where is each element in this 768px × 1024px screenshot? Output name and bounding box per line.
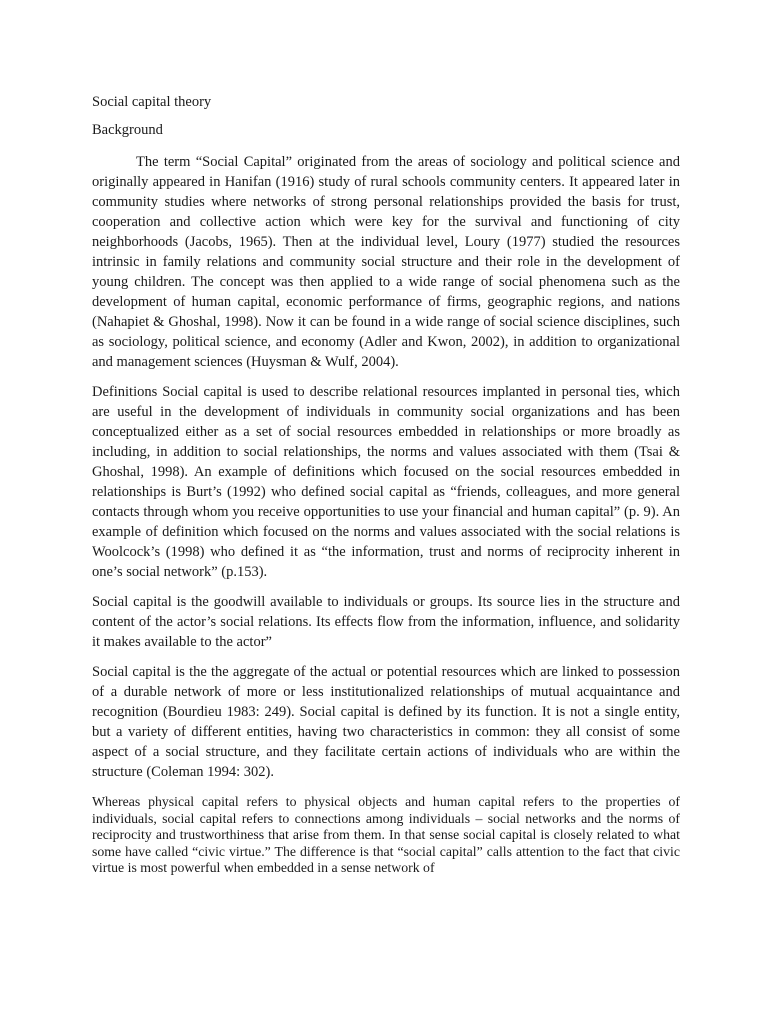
document-page — [92, 92, 680, 887]
paragraph-definitions: Definitions Social capital is used to describe relational resources implanted in personal ties, which are useful in the development of individuals in community social organizations and has been conceptualized either as a set of social resources embedded in relationships or more broadly as including, in addition to social relationships, the norms and values associated with them (Tsai & Ghoshal, 1998). An example of definitions which focused on the social resources embedded in relationships is Burt’s (1992) who defined social capital as “friends, colleagues, and more general contacts through whom you receive opportunities to use your financial and human capital” (p. 9). An example of definition which focused on the norms and values associated with the social relations is Woolcock’s (1998) who defined it as “the information, trust and norms of reciprocity inherent in one’s social network” (p.153). — [92, 384, 680, 580]
paragraph-goodwill: Social capital is the goodwill available to individuals or groups. Its source lies in the structure and content of the actor’s social relations. Its effects flow from the information, influence, and solidarity it makes available to the actor” — [92, 594, 680, 650]
section-heading: Background — [92, 122, 163, 138]
document-title: Social capital theory — [92, 94, 212, 110]
paragraph-background: The term “Social Capital” originated from the areas of sociology and political science and originally appeared in Hanifan (1916) study of rural schools community centers. It appeared later in community studies where networks of strong personal relationships provided the basis for trust, cooperation and collective action which were key for the survival and functioning of city neighborhoods (Jacobs, 1965). Then at the individual level, Loury (1977) studied the resources intrinsic in family relations and community social structure and their role in the development of young children. The concept was then applied to a wide range of social phenomena such as the development of human capital, economic performance of firms, geographic regions, and nations (Nahapiet & Ghoshal, 1998). Now it can be found in a wide range of social science disciplines, such as sociology, political science, and economy (Adler and Kwon, 2002), in addition to organizational and management sciences (Huysman & Wulf, 2004). — [92, 154, 680, 370]
paragraph-physical-capital: Whereas physical capital refers to physical objects and human capital refers to the properties of individuals, social capital refers to connections among individuals – social networks and the norms of reciprocity and trustworthiness that arise from them. In that sense social capital is closely related to what some have called “civic virtue.” The difference is that “social capital” calls attention to the fact that civic virtue is most powerful when embedded in a sense network of — [92, 794, 680, 875]
paragraph-bourdieu-coleman: Social capital is the the aggregate of the actual or potential resources which are linked to possession of a durable network of more or less institutionalized relationships of mutual acquaintance and recognition (Bourdieu 1983: 249). Social capital is defined by its function. It is not a single entity, but a variety of different entities, having two characteristics in common: they all consist of some aspect of a social structure, and they facilitate certain actions of individuals who are within the structure (Coleman 1994: 302). — [92, 664, 680, 780]
